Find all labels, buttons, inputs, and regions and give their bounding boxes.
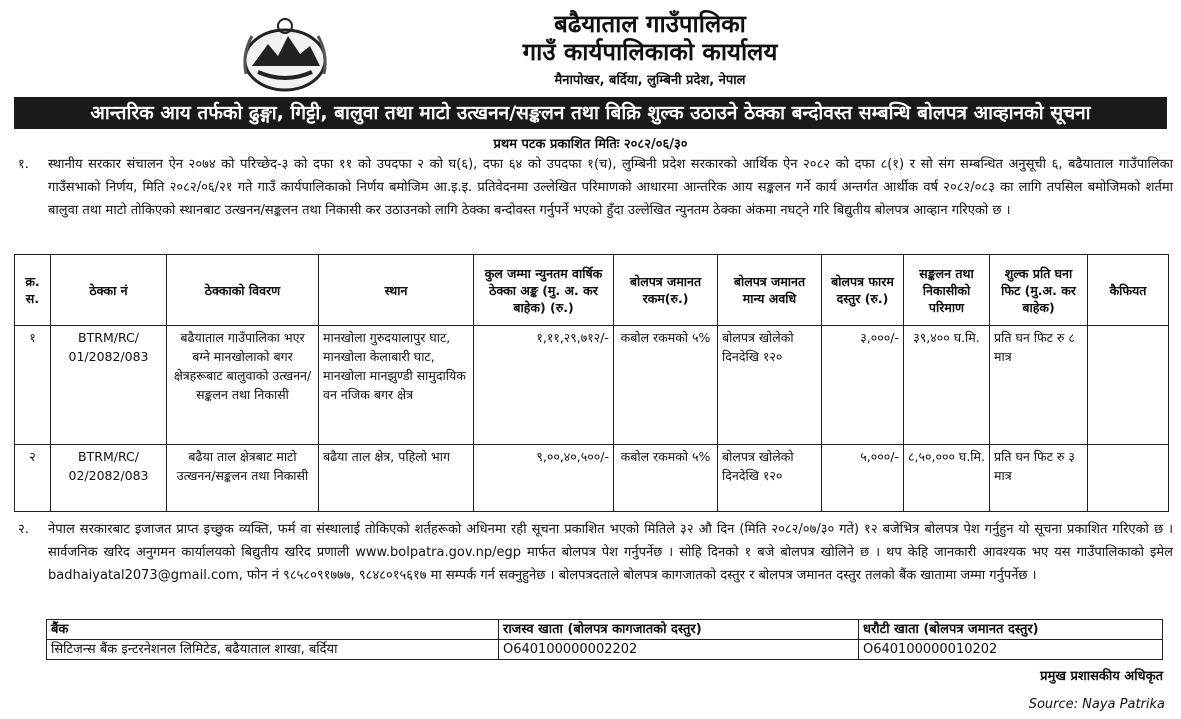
deposit-account-number: O640100000010202 (859, 640, 1163, 660)
col-header-min-amount: कुल जम्मा न्युनतम वार्षिक ठेक्का अङ्क (मु. अ. कर बाहेक) (रु.) (474, 255, 614, 326)
office-name: गाउँ कार्यपालिकाको कार्यालय (522, 38, 778, 66)
notice-title-banner: आन्तरिक आय तर्फको ढुङ्गा, गिट्टी, बालुवा तथा माटो उत्खनन/सङ्कलन तथा बिक्रि शुल्क उठाउने ठेक्का बन्दोवस्त सम्बन्धि बोलपत्र आव्हानको सूचना (14, 97, 1167, 129)
paragraph-2 (18, 518, 1178, 614)
bank-name: सिटिजन्स बैंक इन्टरनेशनल लिमिटेड, बढैयाताल शाखा, बर्दिया (47, 640, 499, 660)
cell-min-amount: १,११,२९,७१२/- (474, 326, 614, 445)
bank-col-header-revenue-account: राजस्व खाता (बोलपत्र कागजातको दस्तुर) (499, 620, 859, 640)
paragraph-1 (18, 153, 1178, 249)
paragraph-text: नेपाल सरकारबाट इजाजत प्राप्त इच्छुक व्यक्ति, फर्म वा संस्थालाई तोकिएको शर्तहरूको अधिनमा रही सूचना प्रकाशित भएको मितिले ३२ औ दिन (मिति २०८२/०७/३० गते) १२ बजेभित्र बोलपत्र पेश गर्नुहुन यो सूचना प्रकाशित गरिएको छ । सार्वजनिक खरिद अनुगमन कार्यालयको बिद्युतीय खरिद प्रणाली www.bolpatra.gov.np/egp मार्फत बोलपत्र पेश गर्नुपर्नेछ । सोहि दिनको १ बजे बोलपत्र खोलिने छ । थप केहि जानकारी आवश्यक भए यस गाउँपालिकाको इमेल badhaiyatal2073@gmail.com, फोन नं ९८५८०९१७७७, ९८४८०१५६१७ मा सम्पर्क गर्न सक्नुहुनेछ । बोलपत्रदताले बोलपत्र कागजातको दस्तुर र बोलपत्र जमानत दस्तुर तलको बैंक खातामा जम्मा गर्नुपर्नेछ । (48, 522, 1173, 583)
table-row (15, 445, 1169, 512)
revenue-account-number: O640100000002202 (499, 640, 859, 660)
cell-contract-no: BTRM/RC/ 02/2082/083 (51, 445, 167, 512)
cell-validity: बोलपत्र खोलेको दिनदेखि १२० (718, 326, 822, 445)
cell-form-fee: ५,०००/- (822, 445, 904, 512)
cell-sn: २ (15, 445, 51, 512)
source-credit: Source: Naya Patrika (1028, 697, 1165, 712)
signatory-title: प्रमुख प्रशासकीय अधिकृत (1040, 669, 1163, 684)
col-header-remarks: कैफियत (1088, 255, 1169, 326)
cell-quantity: ३९,४०० घ.मि. (904, 326, 990, 445)
paragraph-number: २. (18, 522, 29, 537)
cell-location: बढैया ताल क्षेत्र, पहिलो भाग (319, 445, 474, 512)
nepal-emblem-logo (240, 14, 330, 94)
paragraph-text: स्थानीय सरकार संचालन ऐन २०७४ को परिच्छेद-३ को दफा ११ को उपदफा २ को घ(६), दफा ६४ को उपदफा १(च), लुम्बिनी प्रदेश सरकारको आर्थिक ऐन २०८२ को दफा ८(१) र सो संग सम्बन्धित अनुसूची ६, बढैयाताल गाउँपालिका गाउँसभाको निर्णय, मिति २०८२/०६/२१ गते गाउँ कार्यपालिकाको निर्णय बमोजिम आ.इ.इ. प्रतिवेदनमा उल्लेखित परिमाणको आधारमा आन्तरिक आय सङ्कलन गर्ने कार्य अन्तर्गत आर्थीक वर्ष २०८२/०८३ का लागि तपसिल बमोजिमको शर्तमा बालुवा तथा माटो तोकिएको स्थानबाट उत्खनन/सङ्कलन तथा निकासी कर उठाउनको लागि ठेक्का बन्दोवस्त गर्नुपर्ने भएको हुँदा उल्लेखित न्युनतम ठेक्का अंकमा नघट्ने गरि बिद्युतीय बोलपत्र आव्हान गरिएको छ । (48, 157, 1173, 218)
cell-rate: प्रति घन फिट रु ३ मात्र (990, 445, 1088, 512)
cell-security: कबोल रकमको ५% (614, 445, 718, 512)
bank-row (47, 640, 1163, 660)
bank-col-header-deposit-account: धरौटी खाता (बोलपत्र जमानत दस्तुर) (859, 620, 1163, 640)
cell-min-amount: ९,००,४०,५००/- (474, 445, 614, 512)
table-row (15, 326, 1169, 445)
paragraph-number: १. (18, 157, 29, 172)
table-header-row (15, 255, 1169, 326)
cell-description: बढैया ताल क्षेत्रबाट माटो उत्खनन/सङ्कलन तथा निकासी (167, 445, 319, 512)
office-address: मैनापोखर, बर्दिया, लुम्बिनी प्रदेश, नेपाल (554, 73, 746, 88)
publish-date: प्रथम पटक प्रकाशित मितिः २०८२/०६/३० (493, 137, 688, 152)
col-header-location: स्थान (319, 255, 474, 326)
bank-account-table (46, 619, 1163, 660)
cell-form-fee: ३,०००/- (822, 326, 904, 445)
cell-validity: बोलपत्र खोलेको दिनदेखि १२० (718, 445, 822, 512)
cell-location: मानखोला गुरुदयालापुर घाट, मानखोला केलाबारी घाट, मानखोला मानझुण्डी सामुदायिक वन नजिक बगर क्षेत्र (319, 326, 474, 445)
col-header-sn: क्र. स. (15, 255, 51, 326)
col-header-description: ठेक्काको विवरण (167, 255, 319, 326)
cell-sn: १ (15, 326, 51, 445)
cell-contract-no: BTRM/RC/ 01/2082/083 (51, 326, 167, 445)
cell-quantity: ८,५०,००० घ.मि. (904, 445, 990, 512)
tender-table (14, 254, 1169, 512)
bank-header-row (47, 620, 1163, 640)
bank-col-header-bank: बैंक (47, 620, 499, 640)
col-header-validity: बोलपत्र जमानत मान्य अवधि (718, 255, 822, 326)
col-header-rate: शुल्क प्रति घना फिट (मु.अ. कर बाहेक) (990, 255, 1088, 326)
cell-security: कबोल रकमको ५% (614, 326, 718, 445)
cell-description: बढैयाताल गाउँपालिका भएर बग्ने मानखोलाको बगर क्षेत्रहरूबाट बालुवाको उत्खनन/ सङ्कलन तथा निकासी (167, 326, 319, 445)
cell-rate: प्रति घन फिट रु ८ मात्र (990, 326, 1088, 445)
org-name: बढैयाताल गाउँपालिका (554, 10, 746, 38)
col-header-form-fee: बोलपत्र फारम दस्तुर (रु.) (822, 255, 904, 326)
cell-remarks (1088, 326, 1169, 445)
col-header-contract-no: ठेक्का नं (51, 255, 167, 326)
col-header-security: बोलपत्र जमानत रकम(रु.) (614, 255, 718, 326)
cell-remarks (1088, 445, 1169, 512)
col-header-quantity: सङ्कलन तथा निकासीको परिमाण (904, 255, 990, 326)
